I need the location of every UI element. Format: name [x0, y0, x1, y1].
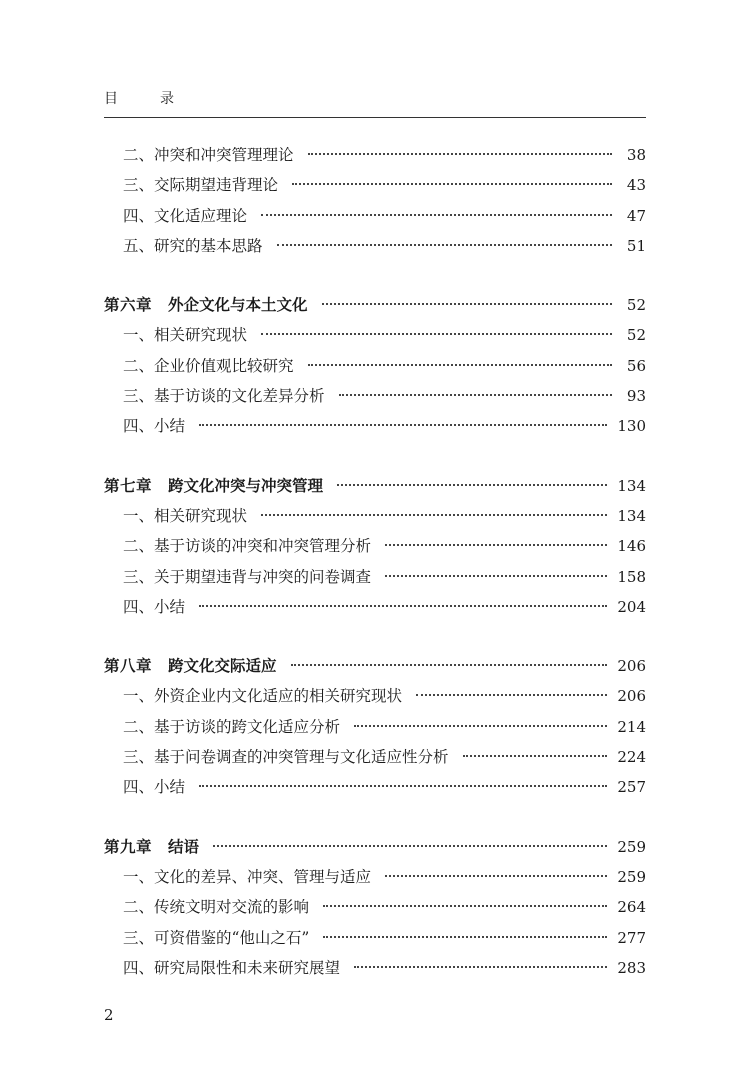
dot-leader [416, 694, 607, 696]
toc-section-entry[interactable] [104, 531, 646, 561]
dot-leader [277, 244, 612, 246]
toc-chapter-entry[interactable] [104, 832, 646, 862]
section-page-number: 93 [626, 387, 646, 406]
chapter-page-number: 259 [617, 837, 646, 856]
toc-section-entry[interactable] [104, 742, 646, 772]
section-title: 一、外资企业内文化适应的相关研究现状 [123, 687, 403, 706]
dot-leader [337, 484, 607, 486]
dot-leader [385, 875, 607, 877]
section-page-number: 214 [617, 717, 646, 736]
section-title: 一、相关研究现状 [123, 326, 248, 345]
toc-section-entry[interactable] [104, 772, 646, 802]
dot-leader [339, 394, 612, 396]
dot-leader [354, 966, 607, 968]
toc-section-entry[interactable] [104, 562, 646, 592]
dot-leader [308, 364, 612, 366]
section-title: 三、关于期望违背与冲突的问卷调查 [123, 567, 372, 586]
toc-section-entry[interactable] [104, 140, 646, 170]
chapter-title: 跨文化交际适应 [168, 657, 277, 676]
section-page-number: 204 [617, 597, 646, 616]
running-header: 目 录 [104, 91, 188, 107]
section-page-number: 51 [626, 236, 646, 255]
toc-block [104, 832, 646, 983]
dot-leader [213, 845, 607, 847]
section-title: 二、企业价值观比较研究 [123, 356, 294, 375]
toc-section-entry[interactable] [104, 231, 646, 261]
chapter-page-number: 52 [626, 296, 646, 315]
dot-leader [292, 183, 612, 185]
section-page-number: 259 [617, 867, 646, 886]
toc-section-entry[interactable] [104, 953, 646, 983]
section-title: 二、冲突和冲突管理理论 [123, 146, 294, 164]
section-page-number: 52 [626, 326, 646, 345]
toc-section-entry[interactable] [104, 411, 646, 441]
dot-leader [385, 544, 607, 546]
chapter-number: 第七章 [104, 476, 153, 495]
dot-leader [261, 514, 607, 516]
toc-section-entry[interactable] [104, 862, 646, 892]
dot-leader [199, 605, 607, 607]
chapter-title: 外企文化与本土文化 [168, 296, 308, 315]
toc-section-entry[interactable] [104, 170, 646, 200]
toc-section-entry[interactable] [104, 712, 646, 742]
section-title: 四、小结 [123, 778, 186, 797]
toc-chapter-entry[interactable] [104, 471, 646, 501]
dot-leader [354, 725, 607, 727]
section-title: 二、基于访谈的跨文化适应分析 [123, 717, 341, 736]
table-of-contents [104, 140, 646, 1012]
section-page-number: 38 [626, 146, 646, 164]
dot-leader [308, 153, 612, 155]
section-title: 四、小结 [123, 597, 186, 616]
section-page-number: 134 [617, 506, 646, 525]
section-title: 五、研究的基本思路 [123, 236, 263, 255]
section-page-number: 56 [626, 356, 646, 375]
toc-block [104, 290, 646, 441]
toc-section-entry[interactable] [104, 501, 646, 531]
section-page-number: 43 [626, 176, 646, 195]
toc-chapter-entry[interactable] [104, 651, 646, 681]
section-page-number: 264 [617, 898, 646, 917]
header-rule [104, 117, 646, 118]
section-page-number: 146 [617, 537, 646, 556]
dot-leader [322, 303, 612, 305]
section-page-number: 206 [617, 687, 646, 706]
toc-section-entry[interactable] [104, 892, 646, 922]
chapter-number: 第九章 [104, 837, 153, 856]
chapter-title: 跨文化冲突与冲突管理 [168, 476, 324, 495]
section-page-number: 47 [626, 206, 646, 225]
toc-section-entry[interactable] [104, 592, 646, 622]
toc-section-entry[interactable] [104, 923, 646, 953]
section-page-number: 224 [617, 748, 646, 767]
toc-block [104, 651, 646, 802]
chapter-number: 第八章 [104, 657, 153, 676]
section-page-number: 257 [617, 778, 646, 797]
dot-leader [463, 755, 608, 757]
chapter-title: 结语 [168, 837, 200, 856]
dot-leader [199, 785, 607, 787]
section-page-number: 130 [617, 417, 646, 436]
dot-leader [261, 214, 612, 216]
section-title: 四、小结 [123, 417, 186, 436]
section-title: 三、可资借鉴的“他山之石” [123, 928, 310, 947]
section-title: 一、文化的差异、冲突、管理与适应 [123, 867, 372, 886]
section-title: 三、基于访谈的文化差异分析 [123, 387, 325, 406]
section-title: 一、相关研究现状 [123, 506, 248, 525]
section-title: 二、基于访谈的冲突和冲突管理分析 [123, 537, 372, 556]
toc-section-entry[interactable] [104, 320, 646, 350]
dot-leader [385, 575, 607, 577]
section-title: 四、文化适应理论 [123, 206, 248, 225]
dot-leader [323, 905, 607, 907]
page-number: 2 [104, 1006, 114, 1024]
chapter-page-number: 206 [617, 657, 646, 676]
section-page-number: 158 [617, 567, 646, 586]
toc-section-entry[interactable] [104, 201, 646, 231]
toc-section-entry[interactable] [104, 681, 646, 711]
toc-section-entry[interactable] [104, 351, 646, 381]
section-title: 四、研究局限性和未来研究展望 [123, 958, 341, 977]
dot-leader [291, 664, 608, 666]
toc-chapter-entry[interactable] [104, 290, 646, 320]
dot-leader [261, 333, 612, 335]
section-title: 三、基于问卷调查的冲突管理与文化适应性分析 [123, 748, 449, 767]
section-page-number: 277 [617, 928, 646, 947]
section-page-number: 283 [617, 958, 646, 977]
section-title: 二、传统文明对交流的影响 [123, 898, 310, 917]
dot-leader [199, 424, 607, 426]
toc-block [104, 140, 646, 261]
dot-leader [323, 936, 607, 938]
toc-block [104, 471, 646, 622]
chapter-number: 第六章 [104, 296, 153, 315]
toc-section-entry[interactable] [104, 381, 646, 411]
chapter-page-number: 134 [617, 476, 646, 495]
section-title: 三、交际期望违背理论 [123, 176, 279, 195]
